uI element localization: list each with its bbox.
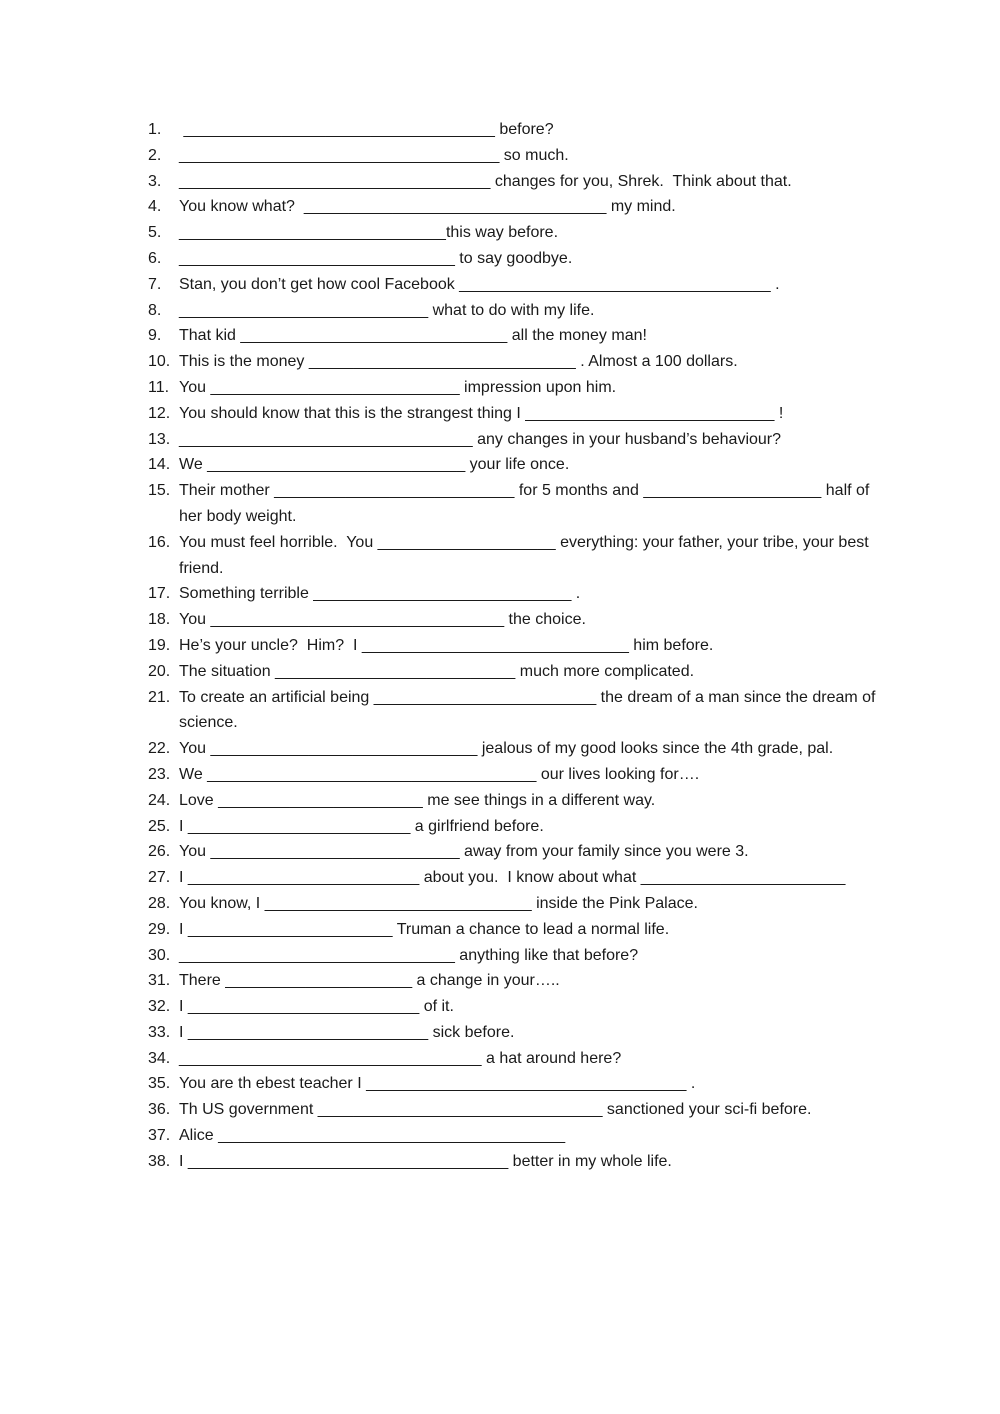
question-item xyxy=(148,1097,888,1123)
question-number: 18. xyxy=(148,611,171,629)
question-number: 10. xyxy=(148,353,171,371)
question-text: You ____________________________ impression upon him. xyxy=(179,378,617,396)
question-text: That kid ______________________________ all the money man! xyxy=(179,327,647,345)
question-number: 25. xyxy=(148,817,171,835)
question-number: 15. xyxy=(148,482,171,500)
question-item xyxy=(148,117,888,143)
question-item xyxy=(148,194,888,220)
question-number: 33. xyxy=(148,1023,171,1041)
question-item xyxy=(148,633,888,659)
question-text: ____________________________________ so much. xyxy=(179,146,569,164)
question-number: 20. xyxy=(148,662,171,680)
question-number: 4. xyxy=(148,198,162,216)
question-number: 30. xyxy=(148,946,171,964)
question-text: ______________________________this way before. xyxy=(179,224,559,242)
question-item xyxy=(148,1046,888,1072)
question-text: _______________________________ anything like that before? xyxy=(179,946,639,964)
question-text: ____________________________ what to do with my life. xyxy=(179,301,595,319)
question-text: Love _______________________ me see things in a different way. xyxy=(179,791,656,809)
question-number: 27. xyxy=(148,869,171,887)
question-number: 32. xyxy=(148,998,171,1016)
question-text: _______________________________ to say goodbye. xyxy=(179,249,573,267)
question-number: 5. xyxy=(148,224,162,242)
question-item xyxy=(148,478,888,530)
question-item xyxy=(148,323,888,349)
question-number: 19. xyxy=(148,636,171,654)
question-text: I _______________________ Truman a chance to lead a normal life. xyxy=(179,920,670,938)
question-text: The situation ___________________________ much more complicated. xyxy=(179,662,695,680)
question-text: Stan, you don’t get how cool Facebook ___________________________________ . xyxy=(179,275,780,293)
question-text: __________________________________ a hat around here? xyxy=(179,1049,622,1067)
question-item xyxy=(148,169,888,195)
question-text: We _____________________________________ our lives looking for…. xyxy=(179,765,700,783)
question-number: 2. xyxy=(148,146,162,164)
question-number: 34. xyxy=(148,1049,171,1067)
question-number: 36. xyxy=(148,1101,171,1119)
question-item xyxy=(148,1149,888,1175)
question-item xyxy=(148,917,888,943)
question-number: 22. xyxy=(148,740,171,758)
question-item xyxy=(148,401,888,427)
question-item xyxy=(148,762,888,788)
question-item xyxy=(148,143,888,169)
question-item xyxy=(148,530,888,582)
question-number: 6. xyxy=(148,249,162,267)
question-text: I __________________________ of it. xyxy=(179,998,454,1016)
question-item xyxy=(148,1020,888,1046)
question-item xyxy=(148,659,888,685)
question-item xyxy=(148,607,888,633)
question-text: Something terrible _____________________________ . xyxy=(179,585,581,603)
question-text: You are th ebest teacher I ____________________________________ . xyxy=(179,1075,696,1093)
question-item xyxy=(148,814,888,840)
question-item xyxy=(148,427,888,453)
question-number: 11. xyxy=(148,378,170,396)
question-text: Th US government ________________________________ sanctioned your sci-fi before. xyxy=(179,1101,812,1119)
question-number: 28. xyxy=(148,894,171,912)
question-item xyxy=(148,452,888,478)
question-text: You know what? __________________________________ my mind. xyxy=(179,198,676,216)
question-number: 21. xyxy=(148,688,171,706)
question-text: There _____________________ a change in your….. xyxy=(179,972,560,990)
question-item xyxy=(148,788,888,814)
question-text: I __________________________ about you. I know about what _______________________ xyxy=(179,869,846,887)
question-item xyxy=(148,1071,888,1097)
question-item xyxy=(148,375,888,401)
question-text: You _________________________________ the choice. xyxy=(179,611,586,629)
question-item xyxy=(148,994,888,1020)
question-number: 17. xyxy=(148,585,171,603)
question-text: ___________________________________ changes for you, Shrek. Think about that. xyxy=(179,172,792,190)
question-item xyxy=(148,839,888,865)
question-text: You ______________________________ jealous of my good looks since the 4th grade, pal. xyxy=(179,740,834,758)
question-number: 7. xyxy=(148,275,162,293)
question-list xyxy=(148,117,888,1175)
question-text: Their mother ___________________________ for 5 months and ____________________ half of her body weight. xyxy=(179,482,874,525)
question-text: This is the money ______________________________ . Almost a 100 dollars. xyxy=(179,353,738,371)
question-number: 37. xyxy=(148,1127,171,1145)
question-number: 14. xyxy=(148,456,171,474)
question-item xyxy=(148,968,888,994)
question-number: 31. xyxy=(148,972,171,990)
question-text: You ____________________________ away from your family since you were 3. xyxy=(179,843,749,861)
question-item xyxy=(148,581,888,607)
question-text: I ____________________________________ better in my whole life. xyxy=(179,1152,672,1170)
question-item xyxy=(148,943,888,969)
question-text: You know, I ______________________________ inside the Pink Palace. xyxy=(179,894,698,912)
question-text: We _____________________________ your life once. xyxy=(179,456,570,474)
question-text: I ___________________________ sick before. xyxy=(179,1023,515,1041)
question-item xyxy=(148,1123,888,1149)
question-item xyxy=(148,685,888,737)
question-item xyxy=(148,272,888,298)
question-item xyxy=(148,349,888,375)
question-number: 23. xyxy=(148,765,171,783)
question-number: 1. xyxy=(148,121,162,138)
question-text: Alice _______________________________________ xyxy=(179,1127,566,1145)
question-item xyxy=(148,220,888,246)
question-item xyxy=(148,298,888,324)
question-item xyxy=(148,891,888,917)
question-text: ___________________________________ before? xyxy=(179,121,554,138)
question-number: 26. xyxy=(148,843,171,861)
question-number: 3. xyxy=(148,172,162,190)
question-number: 24. xyxy=(148,791,171,809)
question-number: 38. xyxy=(148,1152,171,1170)
question-number: 9. xyxy=(148,327,162,345)
question-number: 35. xyxy=(148,1075,171,1093)
question-item xyxy=(148,865,888,891)
question-text: You must feel horrible. You ____________________ everything: your father, your tribe, your best friend. xyxy=(179,533,874,577)
question-text: He’s your uncle? Him? I ______________________________ him before. xyxy=(179,636,714,654)
question-text: To create an artificial being _________________________ the dream of a man since the dream of science. xyxy=(179,688,880,732)
question-text: _________________________________ any changes in your husband’s behaviour? xyxy=(179,430,782,448)
question-number: 8. xyxy=(148,301,162,319)
question-text: You should know that this is the strangest thing I ____________________________ ! xyxy=(179,404,784,422)
question-number: 29. xyxy=(148,920,171,938)
question-text: I _________________________ a girlfriend before. xyxy=(179,817,544,835)
question-number: 12. xyxy=(148,404,171,422)
question-item xyxy=(148,246,888,272)
question-item xyxy=(148,736,888,762)
question-number: 13. xyxy=(148,430,171,448)
question-number: 16. xyxy=(148,533,171,551)
